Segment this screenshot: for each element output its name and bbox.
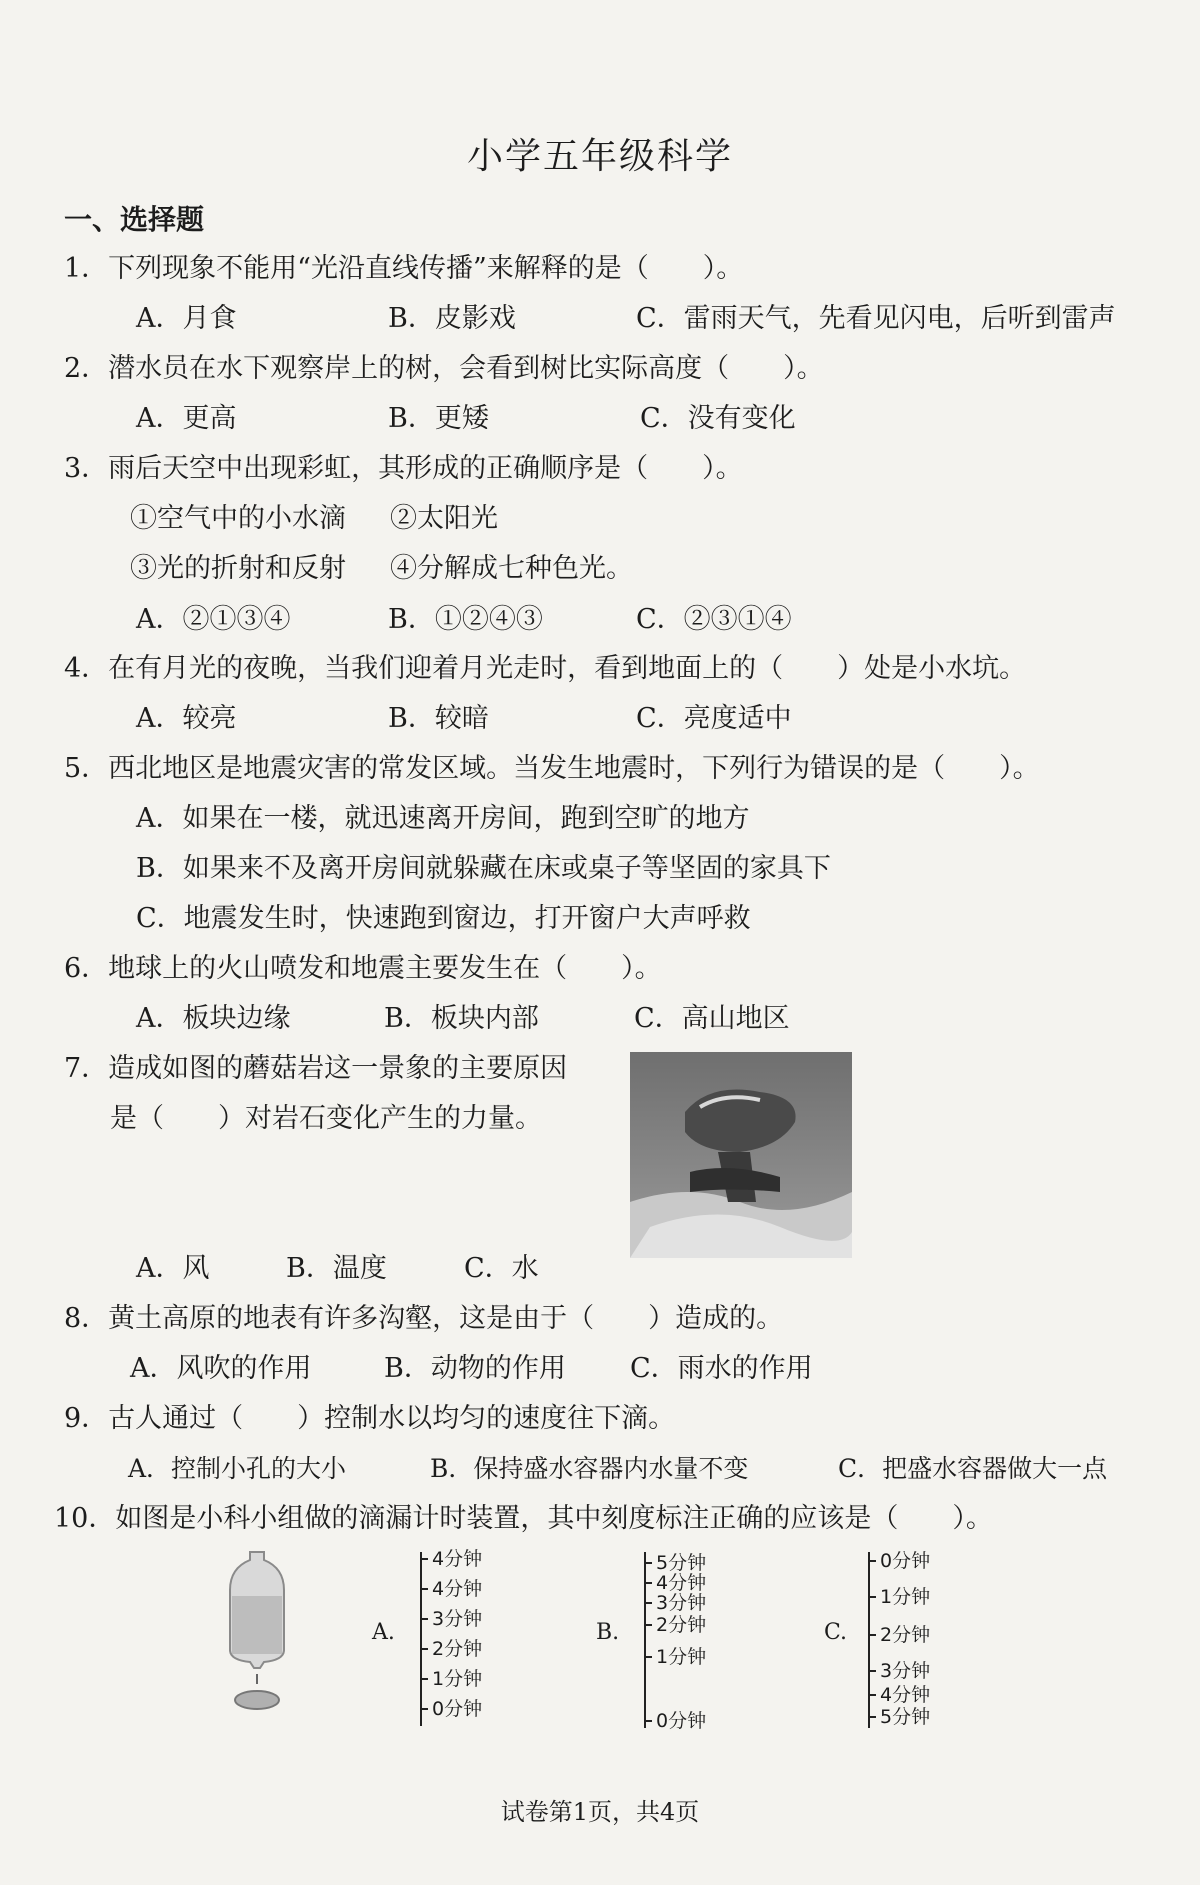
question-5-option-b: B．如果来不及离开房间就躲藏在床或桌子等坚固的家具下 [136, 853, 831, 884]
scale-a-label-5: 1分钟 [432, 1668, 483, 1690]
question-3-option-b: B．①②④③ [388, 604, 543, 635]
scale-a-label-2: 4分钟 [432, 1578, 483, 1600]
question-7-option-a: A．风 [136, 1253, 210, 1284]
question-5-stem: 5．西北地区是地震灾害的常发区域。当发生地震时，下列行为错误的是（ ）。 [64, 753, 1040, 784]
question-4-option-c: C．亮度适中 [636, 703, 792, 734]
question-3-item-2: ②太阳光 [390, 503, 498, 534]
scale-a-label-4: 2分钟 [432, 1638, 483, 1660]
question-5-option-c: C．地震发生时，快速跑到窗边，打开窗户大声呼救 [136, 903, 751, 934]
question-8-stem: 8．黄土高原的地表有许多沟壑，这是由于（ ）造成的。 [64, 1303, 784, 1334]
question-9-stem: 9．古人通过（ ）控制水以均匀的速度往下滴。 [64, 1403, 676, 1434]
scale-a-label-1: 4分钟 [432, 1548, 483, 1570]
scale-c-label-2: 1分钟 [880, 1586, 931, 1608]
question-3-item-3: ③光的折射和反射 [130, 553, 346, 584]
scale-c-label-6: 5分钟 [880, 1706, 931, 1728]
question-2-option-a: A．更高 [136, 403, 237, 434]
question-3-item-1: ①空气中的小水滴 [130, 503, 346, 534]
question-4-option-b: B．较暗 [388, 703, 489, 734]
question-4-option-a: A．较亮 [136, 703, 237, 734]
scale-b [644, 1552, 734, 1732]
drip-clock-image [222, 1550, 292, 1710]
question-2-option-b: B．更矮 [388, 403, 489, 434]
scale-b-label-2: 4分钟 [656, 1572, 707, 1594]
question-1-option-c: C．雷雨天气，先看见闪电，后听到雷声 [636, 303, 1116, 334]
question-10-option-a: A. [372, 1620, 395, 1645]
question-1-option-a: A．月食 [136, 303, 237, 334]
question-1-option-b: B．皮影戏 [388, 303, 516, 334]
question-9-option-c: C．把盛水容器做大一点 [838, 1454, 1108, 1483]
question-7-option-c: C．水 [464, 1253, 539, 1284]
question-5-option-a: A．如果在一楼，就迅速离开房间，跑到空旷的地方 [136, 803, 750, 834]
scale-a [420, 1548, 510, 1726]
scale-b-label-5: 1分钟 [656, 1646, 707, 1668]
question-9-option-b: B．保持盛水容器内水量不变 [430, 1454, 749, 1483]
scale-b-label-4: 2分钟 [656, 1614, 707, 1636]
question-10-stem: 10．如图是小科小组做的滴漏计时装置，其中刻度标注正确的应该是（ ）。 [54, 1503, 993, 1534]
question-3-stem: 3．雨后天空中出现彩虹，其形成的正确顺序是（ ）。 [64, 453, 743, 484]
question-2-option-c: C．没有变化 [640, 403, 796, 434]
question-3-option-c: C．②③①④ [636, 604, 792, 635]
section-heading: 一、选择题 [64, 203, 205, 236]
scale-c-label-4: 3分钟 [880, 1660, 931, 1682]
scale-c-label-5: 4分钟 [880, 1684, 931, 1706]
question-6-option-c: C．高山地区 [634, 1003, 790, 1034]
question-2-stem: 2．潜水员在水下观察岸上的树，会看到树比实际高度（ ）。 [64, 353, 824, 384]
scale-b-label-3: 3分钟 [656, 1592, 707, 1614]
page-title: 小学五年级科学 [466, 136, 733, 177]
mushroom-rock-image [630, 1052, 852, 1258]
question-8-option-c: C．雨水的作用 [630, 1353, 813, 1384]
scale-c [868, 1552, 958, 1728]
question-10-option-b: B. [596, 1620, 620, 1645]
question-6-option-b: B．板块内部 [384, 1003, 539, 1034]
scale-a-label-6: 0分钟 [432, 1698, 483, 1720]
page-footer: 试卷第1页，共4页 [500, 1798, 700, 1826]
question-1-stem: 1．下列现象不能用“光沿直线传播”来解释的是（ ）。 [64, 253, 744, 284]
question-8-option-a: A．风吹的作用 [130, 1353, 312, 1384]
scale-c-label-3: 2分钟 [880, 1624, 931, 1646]
question-10-option-c: C. [824, 1620, 848, 1645]
question-4-stem: 4．在有月光的夜晚，当我们迎着月光走时，看到地面上的（ ）处是小水坑。 [64, 653, 1027, 684]
question-3-option-a: A．②①③④ [136, 604, 291, 635]
question-9-option-a: A．控制小孔的大小 [128, 1454, 347, 1483]
question-7-stem-continued: 是（ ）对岩石变化产生的力量。 [110, 1103, 542, 1134]
question-7-option-b: B．温度 [286, 1253, 387, 1284]
question-3-item-4: ④分解成七种色光。 [390, 553, 633, 584]
question-6-stem: 6．地球上的火山喷发和地震主要发生在（ ）。 [64, 953, 662, 984]
question-7-stem: 7．造成如图的蘑菇岩这一景象的主要原因 [64, 1053, 568, 1084]
scale-c-label-1: 0分钟 [880, 1550, 931, 1572]
question-8-option-b: B．动物的作用 [384, 1353, 566, 1384]
scale-a-label-3: 3分钟 [432, 1608, 483, 1630]
scale-b-label-6: 0分钟 [656, 1710, 707, 1732]
scale-b-label-1: 5分钟 [656, 1552, 707, 1574]
question-6-option-a: A．板块边缘 [136, 1003, 291, 1034]
